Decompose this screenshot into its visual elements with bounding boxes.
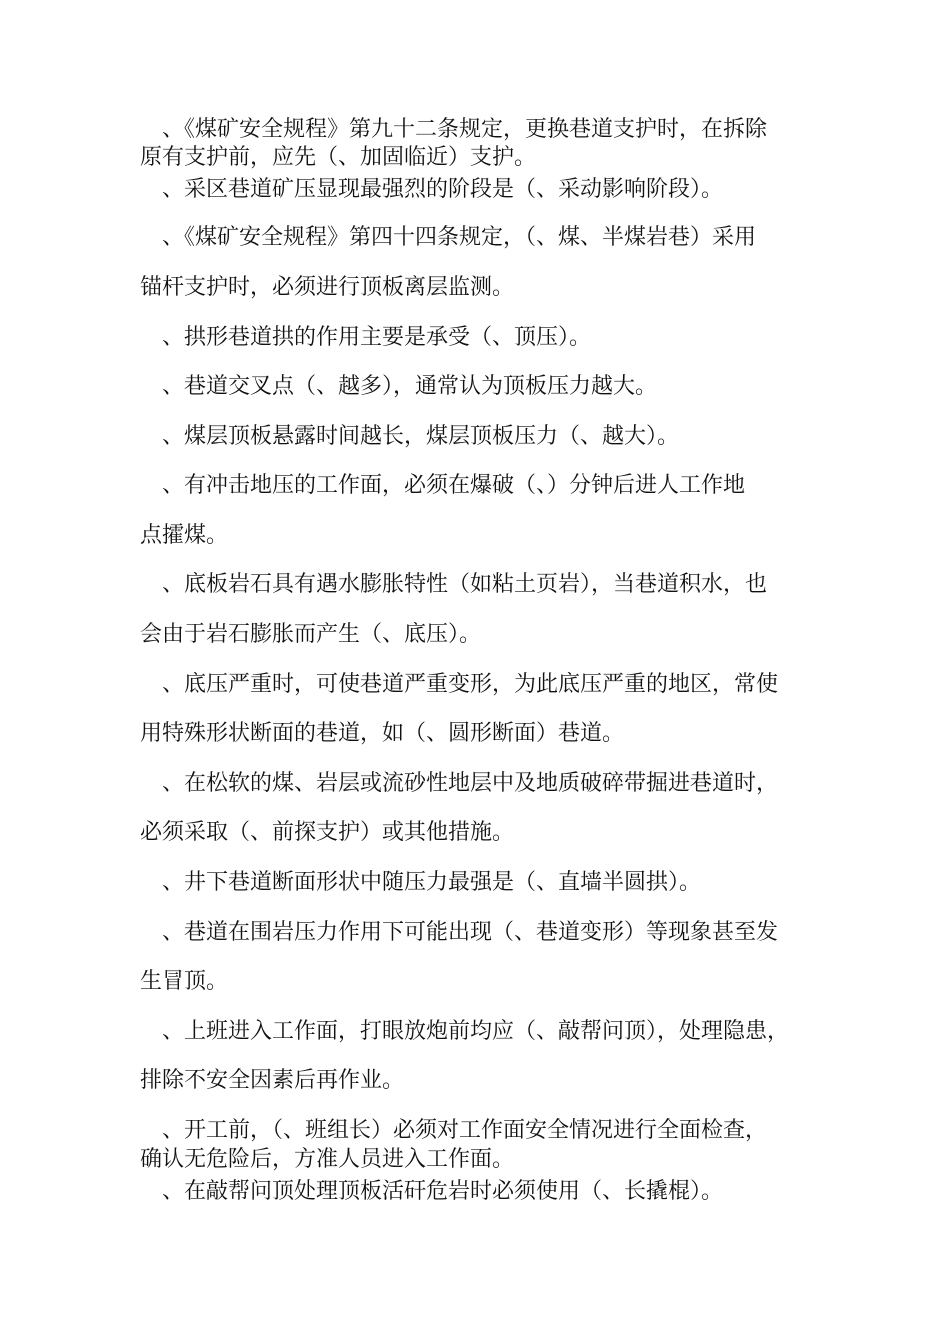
text-line: 点攉煤。 xyxy=(140,523,229,548)
text-line: 、《煤矿安全规程》第四十四条规定，（、煤、半煤岩巷）采用 xyxy=(162,225,757,250)
text-line: 、上班进入工作面，打眼放炮前均应（、敲帮问顶），处理隐患， xyxy=(162,1019,790,1044)
text-line: 、底板岩石具有遇水膨胀特性（如粘土页岩），当巷道积水，也 xyxy=(162,572,768,597)
text-line: 会由于岩石膨胀而产生（、底压）。 xyxy=(140,622,482,647)
text-line: 、《煤矿安全规程》第九十二条规定，更换巷道支护时，在拆除 xyxy=(162,117,768,142)
text-line: 确认无危险后，方准人员进入工作面。 xyxy=(140,1147,515,1172)
text-line: 、拱形巷道拱的作用主要是承受（、顶压）。 xyxy=(162,325,592,350)
text-line: 、有冲击地压的工作面，必须在爆破（、）分钟后进人工作地 xyxy=(162,473,746,498)
text-line: 锚杆支护时，必须进行顶板离层监测。 xyxy=(140,275,515,300)
text-line: 、巷道交叉点（、越多），通常认为顶板压力越大。 xyxy=(162,374,658,399)
text-line: 、开工前，（、班组长）必须对工作面安全情况进行全面检查， xyxy=(162,1118,768,1143)
text-line: 必须采取（、前探支护）或其他措施。 xyxy=(140,820,515,845)
text-line: 原有支护前，应先（、加固临近）支护。 xyxy=(140,145,537,170)
text-line: 生冒顶。 xyxy=(140,969,229,994)
text-line: 、底压严重时，可使巷道严重变形，为此底压严重的地区，常使 xyxy=(162,672,779,697)
text-line: 用特殊形状断面的巷道，如（、圆形断面）巷道。 xyxy=(140,721,625,746)
text-line: 、在松软的煤、岩层或流砂性地层中及地质破碎带掘进巷道时， xyxy=(162,771,779,796)
text-line: 、煤层顶板悬露时间越长，煤层顶板压力（、越大）。 xyxy=(162,424,680,449)
text-line: 、采区巷道矿压显现最强烈的阶段是（、采动影响阶段）。 xyxy=(162,177,724,202)
text-line: 、在敲帮问顶处理顶板活矸危岩时必须使用（、长撬棍）。 xyxy=(162,1179,724,1204)
text-line: 、井下巷道断面形状中随压力最强是（、直墙半圆拱）。 xyxy=(162,870,702,895)
text-line: 排除不安全因素后再作业。 xyxy=(140,1068,405,1093)
text-line: 、巷道在围岩压力作用下可能出现（、巷道变形）等现象甚至发 xyxy=(162,920,779,945)
